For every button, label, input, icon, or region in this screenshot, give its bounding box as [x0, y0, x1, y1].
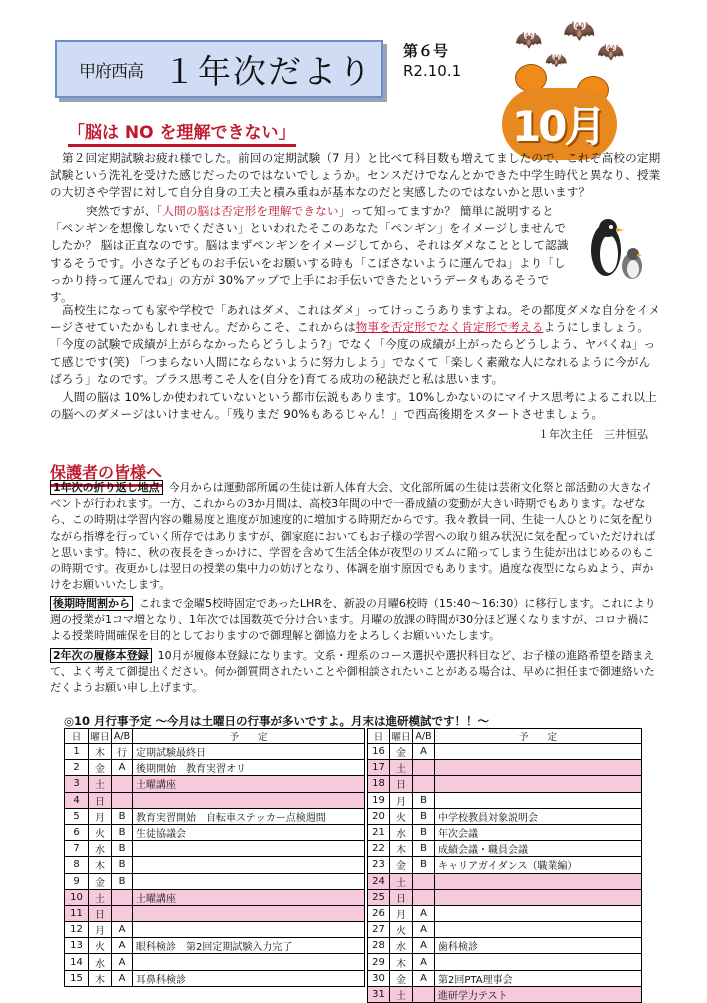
- article-paragraph-1: [50, 150, 662, 202]
- weekday-cell: 火: [89, 938, 112, 954]
- day-cell: 3: [65, 776, 89, 792]
- event-cell: [435, 922, 642, 938]
- ab-cell: [413, 760, 435, 776]
- weekday-cell: 土: [89, 889, 112, 905]
- paragraph-text: 」って知ってますか？ 簡単に説明すると「ペンギンを想像しないでください」といわれたそこのあなた「ペンギン」をイメージしませんでしたか？ 脳は正直なのです。脳はまずペンギンをイメージしてから、それはダメなこととして認識するそうです。小さな子どものお手伝いをお願いする時も「こぼさないように運んでね」より「しっかり持って運んでね」の方が 30%アップで上手にお手伝いできたというデータもあるそうです。: [50, 204, 569, 305]
- parents-section-3: [50, 648, 660, 697]
- event-cell: 生徒協議会: [133, 824, 365, 840]
- table-row: [65, 970, 365, 986]
- table-row: [368, 905, 642, 921]
- weekday-cell: 月: [89, 922, 112, 938]
- table-row: [65, 776, 365, 792]
- section-text: 10月が履修本登録になります。文系・理系のコース選択や選択科目など、お子様の進路希望を踏まえて、よく考えて御提出ください。何か御質問されたいことや御相談されたいことがある場合は、早めに担任まで御連絡いただくようお願い申し上げます。: [50, 649, 655, 695]
- day-cell: 10: [65, 889, 89, 905]
- weekday-cell: 土: [390, 986, 413, 1002]
- header-cell: 予 定: [133, 729, 365, 744]
- day-cell: 22: [368, 841, 390, 857]
- bat-icon: 🦇: [515, 28, 543, 53]
- article-heading: 「脳は NO を理解できない」: [68, 118, 296, 147]
- table-row: [368, 986, 642, 1002]
- event-cell: キャリアガイダンス（職業編）: [435, 857, 642, 873]
- header-cell: A/B: [413, 729, 435, 744]
- weekday-cell: 木: [390, 954, 413, 970]
- table-row: [368, 857, 642, 873]
- weekday-cell: 木: [390, 841, 413, 857]
- day-cell: 1: [65, 744, 89, 760]
- event-cell: 第2回PTA理事会: [435, 970, 642, 986]
- event-cell: [435, 744, 642, 760]
- table-row: [65, 922, 365, 938]
- table-row: [65, 841, 365, 857]
- table-row: [65, 954, 365, 970]
- table-header: [368, 729, 642, 744]
- ab-cell: A: [112, 954, 133, 970]
- events-table-right: [367, 728, 642, 1003]
- weekday-cell: 土: [390, 760, 413, 776]
- event-cell: [133, 905, 365, 921]
- table-row: [65, 744, 365, 760]
- event-cell: 土曜講座: [133, 889, 365, 905]
- weekday-cell: 金: [89, 760, 112, 776]
- table-header: [65, 729, 365, 744]
- ab-cell: A: [413, 744, 435, 760]
- day-cell: 2: [65, 760, 89, 776]
- table-row: [368, 873, 642, 889]
- event-cell: [435, 776, 642, 792]
- day-cell: 21: [368, 824, 390, 840]
- parents-section-1: [50, 480, 660, 593]
- section-tag: 後期時間割から: [50, 596, 133, 611]
- event-cell: 定期試験最終日: [133, 744, 365, 760]
- ab-cell: B: [413, 857, 435, 873]
- event-cell: 教育実習開始 自転車ステッカー点検週間: [133, 808, 365, 824]
- ab-cell: B: [112, 857, 133, 873]
- event-cell: [435, 760, 642, 776]
- table-row: [65, 760, 365, 776]
- weekday-cell: 日: [390, 889, 413, 905]
- bat-icon: 🦇: [545, 50, 568, 71]
- weekday-cell: 木: [89, 744, 112, 760]
- ab-cell: B: [112, 824, 133, 840]
- ab-cell: B: [413, 824, 435, 840]
- table-row: [65, 889, 365, 905]
- parents-heading: 保護者の皆様へ: [50, 460, 162, 487]
- header-cell: 日: [65, 729, 89, 744]
- ab-cell: [413, 889, 435, 905]
- table-row: [368, 808, 642, 824]
- weekday-cell: 金: [89, 873, 112, 889]
- paragraph-text: ようにしましょう。「今度の試験で成績が上がらなかったらどうしよう?」でなく「今度の成績が上がったらどうしよう、ヤバくね」って感じです(笑) 「つまらない人間にならないように努力しよう」でなくて「楽しく素敵な人になれるように今がんばろう」なのです。プラス思考こそ人を(自分を)育てる成功の秘訣だと私は思います。: [50, 320, 656, 386]
- weekday-cell: 水: [89, 954, 112, 970]
- ab-cell: A: [112, 970, 133, 986]
- table-row: [368, 744, 642, 760]
- table-row: [368, 792, 642, 808]
- day-cell: 9: [65, 873, 89, 889]
- ab-cell: [413, 986, 435, 1002]
- title-box: [55, 40, 383, 98]
- section-tag: 2年次の履修本登録: [50, 648, 152, 663]
- ab-cell: [413, 776, 435, 792]
- weekday-cell: 日: [390, 776, 413, 792]
- ab-cell: B: [112, 873, 133, 889]
- ab-cell: A: [413, 922, 435, 938]
- weekday-cell: 月: [390, 905, 413, 921]
- month-badge: 10月: [502, 88, 617, 160]
- ab-cell: A: [112, 760, 133, 776]
- ab-cell: A: [413, 905, 435, 921]
- ab-cell: B: [413, 792, 435, 808]
- paragraph-text: 人間の脳は 10%しか使われていないという都市伝説もあります。10%しかないのにマイナス思考によるこれ以上の脳へのダメージはいけません。「残りまだ 90%もあるじゃん！」で西高後期をスタートさせましょう。: [50, 390, 657, 422]
- day-cell: 27: [368, 922, 390, 938]
- ab-cell: [112, 792, 133, 808]
- header-cell: 曜日: [390, 729, 413, 744]
- header-cell: 日: [368, 729, 390, 744]
- section-text: 今月からは運動部所属の生徒は新人体育大会、文化部所属の生徒は芸術文化祭と部活動の大きなイベントが行われます。一方、これからの3か月間は、高校3年間の中で一番成績の変動が大きい時期でもあります。なぜなら、この時期は学習内容の難易度と進度が加速度的に増加する時期だからです。我々教員一同、生徒一人ひとりに気を配りながら指導を行っていく所存ではありますが、御家庭においてもお子様の学習への取り組み状況に気を配っていただければと思います。特に、秋の夜長をきっかけに、学習を含めて生活全体が夜型のリズムに陥ってしまう生徒が出はじめるのもこの時期です。夜更かしは翌日の授業の集中力の妨げとなり、体調を崩す原因でもあります。過度な夜型にならぬよう、声かけをお願いいたします。: [50, 481, 655, 592]
- table-row: [65, 873, 365, 889]
- weekday-cell: 火: [89, 824, 112, 840]
- event-cell: 中学校教員対象説明会: [435, 808, 642, 824]
- event-cell: [435, 905, 642, 921]
- weekday-cell: 土: [89, 776, 112, 792]
- weekday-cell: 金: [390, 744, 413, 760]
- ab-cell: B: [413, 808, 435, 824]
- article-paragraph-3: [50, 302, 662, 388]
- table-row: [65, 792, 365, 808]
- day-cell: 23: [368, 857, 390, 873]
- weekday-cell: 金: [390, 857, 413, 873]
- day-cell: 30: [368, 970, 390, 986]
- table-row: [368, 938, 642, 954]
- table-row: [368, 889, 642, 905]
- day-cell: 26: [368, 905, 390, 921]
- day-cell: 16: [368, 744, 390, 760]
- table-row: [368, 841, 642, 857]
- weekday-cell: 土: [390, 873, 413, 889]
- day-cell: 20: [368, 808, 390, 824]
- day-cell: 29: [368, 954, 390, 970]
- paragraph-text: 第２回定期試験お疲れ様でした。前回の定期試験（7 月）と比べて科目数も増えてましたので、これぞ高校の定期試験という洗礼を受けた感じだったのではないでしょうか。センスだけでなんとかできた中学生時代と異なり、授業の大切さや学習に対して自分自身の工夫と積み重ねが基本なのだと実感したのではないかと思います？: [50, 151, 661, 200]
- table-row: [368, 824, 642, 840]
- paragraph-text: 突然ですが、「: [86, 204, 163, 218]
- weekday-cell: 日: [89, 905, 112, 921]
- header-cell: 予 定: [435, 729, 642, 744]
- article-paragraph-4: [50, 389, 662, 423]
- weekday-cell: 金: [390, 970, 413, 986]
- event-cell: 進研学力テスト: [435, 986, 642, 1002]
- table-row: [65, 905, 365, 921]
- ab-cell: B: [112, 841, 133, 857]
- section-text: これまで金曜5校時固定であったLHRを、新設の月曜6校時（15:40～16:30）に移行します。これにより週の授業が1コマ増となり、1年次では国数英で分け合います。月曜の放課の時間が30分ほど遅くなりますが、コロナ禍による授業時間確保を目的としておりますので御理解と御協力をよろしくお願いいたします。: [50, 597, 656, 643]
- weekday-cell: 水: [89, 841, 112, 857]
- event-cell: [435, 873, 642, 889]
- event-cell: 後期開始 教育実習オリ: [133, 760, 365, 776]
- table-row: [368, 970, 642, 986]
- event-cell: 年次会議: [435, 824, 642, 840]
- day-cell: 11: [65, 905, 89, 921]
- header-cell: 曜日: [89, 729, 112, 744]
- day-cell: 17: [368, 760, 390, 776]
- section-tag: 1年次の折り返し地点: [50, 480, 163, 495]
- ab-cell: [413, 873, 435, 889]
- day-cell: 25: [368, 889, 390, 905]
- weekday-cell: 水: [390, 824, 413, 840]
- ab-cell: B: [112, 808, 133, 824]
- event-cell: 眼科検診 第2回定期試験入力完了: [133, 938, 365, 954]
- weekday-cell: 水: [390, 938, 413, 954]
- newsletter-title: １年次だより: [163, 51, 373, 91]
- event-cell: 土曜講座: [133, 776, 365, 792]
- issue-number: 第６号: [403, 42, 449, 60]
- ab-cell: A: [413, 938, 435, 954]
- ab-cell: A: [112, 922, 133, 938]
- day-cell: 14: [65, 954, 89, 970]
- bat-icon: 🦇: [597, 40, 625, 65]
- ab-cell: B: [413, 841, 435, 857]
- highlight-text: 物事を否定形でなく肯定形で考える: [355, 320, 544, 335]
- ab-cell: 行: [112, 744, 133, 760]
- day-cell: 12: [65, 922, 89, 938]
- table-row: [368, 922, 642, 938]
- ab-cell: [112, 889, 133, 905]
- article-paragraph-2: [50, 203, 570, 306]
- weekday-cell: 木: [89, 970, 112, 986]
- events-title: ◎10 月行事予定 ～今月は土曜日の行事が多いですよ。月末は進研模試です！！～: [64, 714, 490, 728]
- event-cell: 歯科検診: [435, 938, 642, 954]
- event-cell: 耳鼻科検診: [133, 970, 365, 986]
- event-cell: [133, 954, 365, 970]
- table-row: [368, 776, 642, 792]
- weekday-cell: 月: [390, 792, 413, 808]
- table-row: [65, 808, 365, 824]
- event-cell: [435, 792, 642, 808]
- event-cell: [133, 873, 365, 889]
- weekday-cell: 木: [89, 857, 112, 873]
- table-row: [368, 954, 642, 970]
- ab-cell: [112, 905, 133, 921]
- events-table-left: [64, 728, 365, 987]
- signature: １年次主任 三井恒弘: [538, 428, 648, 441]
- day-cell: 8: [65, 857, 89, 873]
- highlight-text: 人間の脳は否定形を理解できない: [162, 204, 339, 218]
- day-cell: 13: [65, 938, 89, 954]
- ab-cell: A: [413, 954, 435, 970]
- weekday-cell: 日: [89, 792, 112, 808]
- weekday-cell: 火: [390, 808, 413, 824]
- event-cell: 成績会議・職員会議: [435, 841, 642, 857]
- day-cell: 7: [65, 841, 89, 857]
- day-cell: 4: [65, 792, 89, 808]
- day-cell: 5: [65, 808, 89, 824]
- event-cell: [133, 792, 365, 808]
- table-row: [65, 938, 365, 954]
- table-row: [65, 824, 365, 840]
- day-cell: 15: [65, 970, 89, 986]
- table-row: [65, 857, 365, 873]
- paragraph-text: 高校生になっても家や学校で「あれはダメ、これはダメ」ってけっこうありますよね。その都度ダメな自分をイメージさせていたかもしれません。だからこそ、これからは: [50, 303, 661, 335]
- event-cell: [133, 857, 365, 873]
- ab-cell: A: [413, 970, 435, 986]
- ab-cell: [112, 776, 133, 792]
- school-name: 甲府西高: [79, 61, 143, 82]
- header-cell: A/B: [112, 729, 133, 744]
- bat-icon: 🦇: [563, 16, 596, 46]
- weekday-cell: 火: [390, 922, 413, 938]
- day-cell: 6: [65, 824, 89, 840]
- penguin-icon: [582, 212, 652, 282]
- issue-date: R2.10.1: [403, 62, 462, 80]
- table-row: [368, 760, 642, 776]
- day-cell: 19: [368, 792, 390, 808]
- event-cell: [435, 889, 642, 905]
- event-cell: [435, 954, 642, 970]
- day-cell: 31: [368, 986, 390, 1002]
- day-cell: 18: [368, 776, 390, 792]
- day-cell: 28: [368, 938, 390, 954]
- ab-cell: A: [112, 938, 133, 954]
- weekday-cell: 月: [89, 808, 112, 824]
- event-cell: [133, 922, 365, 938]
- day-cell: 24: [368, 873, 390, 889]
- parents-section-2: [50, 596, 660, 645]
- event-cell: [133, 841, 365, 857]
